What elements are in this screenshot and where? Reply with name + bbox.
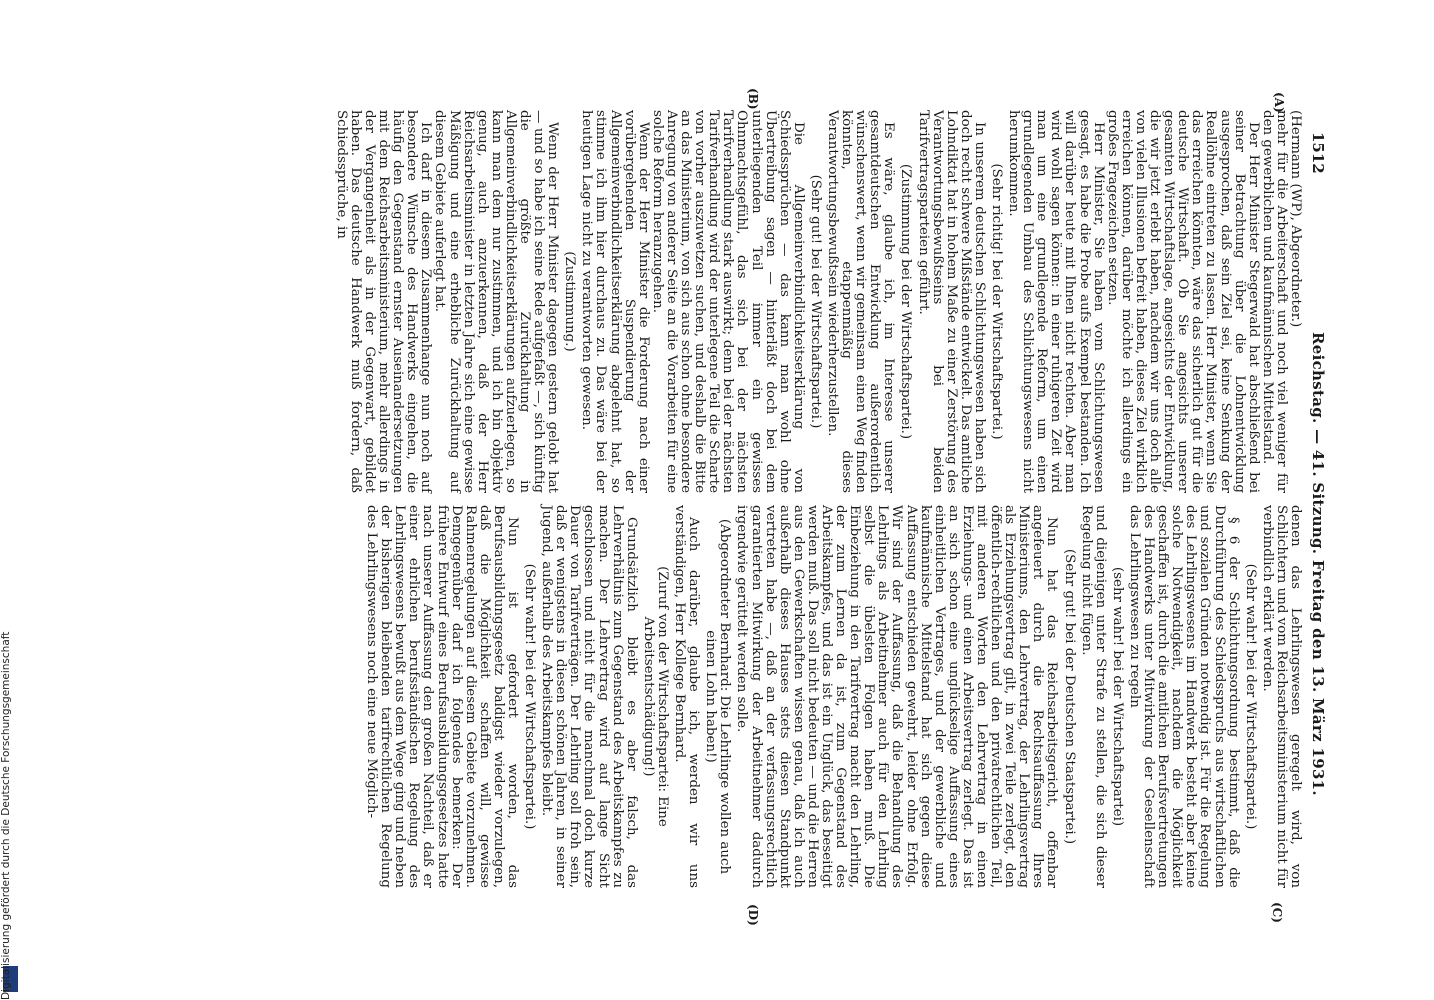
paragraph: Der Herr Minister Stegerwald hat abschließend bei seiner Betrachtung über die Lohnentwicklung ausgesprochen, daß sein Ziel sei, keine Senkung der Reallöhne eintreten zu lassen. Herr Minister, wenn Sie das erreichen könnten, wäre das sicherlich gut für die deutsche Wirtschaft. Ob Sie angesichts unserer gesamten Wirtschaftslage, angesichts der Entwicklung, die wir jetzt erlebt haben, nachdem wir uns doch alle von vielen Illusionen befreit haben, dieses Ziel wirklich erreichen können, darüber möchte ich allerdings ein großes Fragezeichen setzen.: [1104, 110, 1261, 493]
paragraph: denen das Lehrlingswesen geregelt wird, von Schlichtern und vom Reichsarbeitsministerium nicht für verbindlich erklärt werden.: [1259, 505, 1303, 888]
interjection: (Zustimmung.): [562, 251, 578, 352]
paragraph: Die Allgemeinverbindlichkeitserklärung von Schiedssprüchen — das kann man wohl ohne Übertreibung sagen — hinterläßt doch bei dem unterliegenden Teil immer ein gewisses Ohnmachtsgefühl, das sich bei der nächsten Tarifverhandlung stark auswirkt; denn bei der nächsten Tarifverhandlung wird der unterlegene Teil die Scharte von vorher auszuwetzen suchen, und deshalb die Bitte an das Ministerium, von sich aus schon ohne besondere Anregung von anderer Seite an die Vorarbeiten für eine solche Reform heranzugehen.: [649, 110, 806, 493]
speaker-line: (Hermann (WP), Abgeordneter.): [1288, 110, 1303, 328]
paragraph: Nun hat das Reichsarbeitsgericht, offenbar angefeuert durch die Rechtsauffassung Ihres Ministeriums, den Lehrvertrag, der Lehrlingsvertrag als Erziehungsvertrag gilt, in zwei Teile zerlegt, den öffentlich-rechtlichen und den privatrechtlichen Teil, mit anderen Worten den Lehrvertrag in einen Erziehungs- und einen Arbeitsvertrag zerlegt. Das ist an sich schon eine unglückselige Auffassung eines einheitlichen Vertrages, und der gewerbliche und kaufmännische Mittelstand hat sich gegen diese Auffassung entschieden gewehrt, leider ohne Erfolg. Wir sind der Auffassung, daß die Behandlung des Lehrlings als Arbeitnehmer auch für den Lehrling selbst die übelsten Folgen haben muß. Die Einbeziehung in den Tarifvertrag macht den Lehrling, der zum Lernen da ist, zum Gegenstand des Arbeitskampfes, und das ist ein Unglück, das beseitigt werden muß. Das soll nicht bedeuten — und die Herren aus den Gewerkschaften wissen genau, daß ich auch außerhalb dieses Hauses stets diesen Standpunkt vertreten habe —, daß an der verfassungsrechtlich garantierten Mitwirkung der Arbeitnehmer dadurch irgendwie gerüttelt werden solle.: [734, 505, 1060, 888]
interjection: (Zuruf von der Wirtschaftspartei: Eine Arbeitsentschädigung!): [640, 566, 670, 827]
interjection: (Zustimmung bei der Wirtschaftspartei.): [898, 163, 914, 440]
interjection: (Sehr wahr! bei der Wirtschaftspartei.): [1242, 563, 1258, 830]
paragraph: Wenn der Herr Minister dagegen gestern gelobt hat — und so habe ich seine Rede aufgefaßt —, sich künftig die größte Zurückhaltung in Allgemeinverbindlichkeitserklärungen aufzuerlegen, so kann man dem nur zustimmen, und ich bin objektiv genug, auch anzuerkennen, daß der Herr Reichsarbeitsminister in letzten Jahre sich eine gewisse Mäßigung und eine erhebliche Zurückhaltung auf diesem Gebiete auferlegt hat.: [432, 110, 561, 493]
digitization-credit: Digitalisierung gefördert durch die Deutsche Forschungsgemeinschaft: [0, 631, 12, 1000]
margin-marker-c: (C): [1270, 902, 1284, 923]
paragraph: und diejenigen unter Strafe zu stellen, die sich dieser Regelung nicht fügen.: [1078, 505, 1108, 888]
paragraph: In unserem deutschen Schlichtungswesen haben sich doch recht schwere Mißstände entwickelt. Das amtliche Lohndiktat hat in hohem Maße zu einer Zerstörung des Verantwortungsbewußtseins bei beiden Tarifvertragsparteien geführt.: [915, 110, 987, 493]
margin-marker-a: (A): [1272, 92, 1286, 113]
interjection: (Sehr gut! bei der Deutschen Staatspartei.): [1061, 548, 1077, 845]
page-number: 1512: [1309, 132, 1327, 174]
interjection: (Sehr gut! bei der Wirtschaftspartei.): [807, 174, 823, 429]
paragraph: Wenn der Herr Minister die Forderung nach einer vorübergehenden Suspendierung der Allgemeinverbindlichkeitserklärung abgelehnt hat, so stimme ich ihm hier durchaus zu. Das wäre bei der heutigen Lage nicht zu verantworten gewesen.: [579, 110, 651, 493]
interjection: (Sehr wahr! bei der Wirtschaftspartei.): [522, 563, 538, 830]
page-header: [1305, 132, 1327, 912]
paragraph: Auch darüber, glaube ich, werden wir uns verständigen, Herr Kollege Bernhard.: [672, 505, 702, 888]
interjection: (Sehr richtig! bei der Wirtschaftspartei.): [989, 163, 1005, 440]
paragraph: Ich darf in diesem Zusammenhange nun noch auf besondere Wünsche des Handwerks eingehen, die häufig den Gegenstand ernster Auseinandersetzungen mit dem Reichsarbeitsministerium, mehr allerdings in der Vergangenheit als in der Gegenwart, gebildet haben. Das deutsche Handwerk muß fordern, daß Schiedssprüche, in: [333, 110, 434, 493]
text-column-right: [364, 505, 1303, 888]
running-title: Reichstag. — 41. Sitzung. Freitag den 13. März 1931.: [1309, 332, 1327, 796]
text-column-left: [333, 110, 1303, 493]
margin-marker-b: (B): [746, 88, 760, 110]
interjection: (sehr wahr! bei der Wirtschaftspartei): [1109, 566, 1125, 827]
paragraph: mehr für die Arbeiterschaft und noch viel weniger für den gewerblichen und kaufmännischen Mittelstand.: [1259, 110, 1289, 493]
paragraph: Grundsätzlich bleibt es aber falsch, das Lehrverhältnis zum Gegenstand des Arbeitskampfes zu machen. Der Lehrvertrag wird auf lange Sicht geschlossen und nicht für die manchmal doch kurze Dauer von Tarifverträgen. Der Lehrling soll froh sein, daß er wenigstens in diesen schönen Jahren, in seiner Jugend, außerhalb des Arbeitskampfes bleibt.: [539, 505, 639, 888]
margin-marker-d: (D): [746, 904, 760, 926]
paragraph: Nun ist gefordert worden, das Berufsausbildungsgesetz baldigst wieder vorzulegen, daß die Möglichkeit schaffen will, gewisse Rahmenregelungen auf diesem Gebiete vorzunehmen. Demgegenüber darf ich folgendes bemerken: Der frühere Entwurf eines Berufsausbildungsgesetzes hatte nach unserer Auffassung den großen Nachteil, daß er einer ehrlichen berufsständischen Regelung des Lehrlingswesens bewußt aus dem Wege ging und neben der bisherigen bleibenden tarifrechtlichen Regelung des Lehrlingswesens noch eine neue Möglich-: [364, 505, 521, 888]
paragraph: § 6 der Schlichtungsordnung bestimmt, daß die Durchführung des Schiedsspruchs aus wirtschaftlichen und sozialen Gründen notwendig ist. Für die Regelung des Lehrlingswesens im Handwerk besteht aber keine solche Notwendigkeit, nachdem die Möglichkeit geschaffen ist, durch die amtlichen Berufsvertretungen des Handwerks unter Mitwirkung der Gesellenschaft das Lehrlingswesen zu regeln: [1126, 505, 1241, 888]
paragraph: Herr Minister, Sie haben vom Schlichtungswesen gesagt, es habe die Probe aufs Exempel bestanden. Ich will darüber heute mit Ihnen nicht rechten. Aber man wird wohl sagen können: in einer ruhigeren Zeit wird man um eine grundlegende Reform, um einen grundlegenden Umbau des Schlichtungswesens nicht herumkommen.: [1006, 110, 1106, 493]
interjection: (Abgeordneter Bernhard: Die Lehrlinge wollen auch einen Lohn haben!): [703, 518, 733, 875]
paragraph: Es wäre, glaube ich, im Interesse unserer gesamtdeutschen Entwicklung außerordentlich wünschenswert, wenn wir gemeinsam einen Weg finden könnten, etappenmäßig dieses Verantwortungsbewußtsein wiederherzustellen.: [825, 110, 897, 493]
